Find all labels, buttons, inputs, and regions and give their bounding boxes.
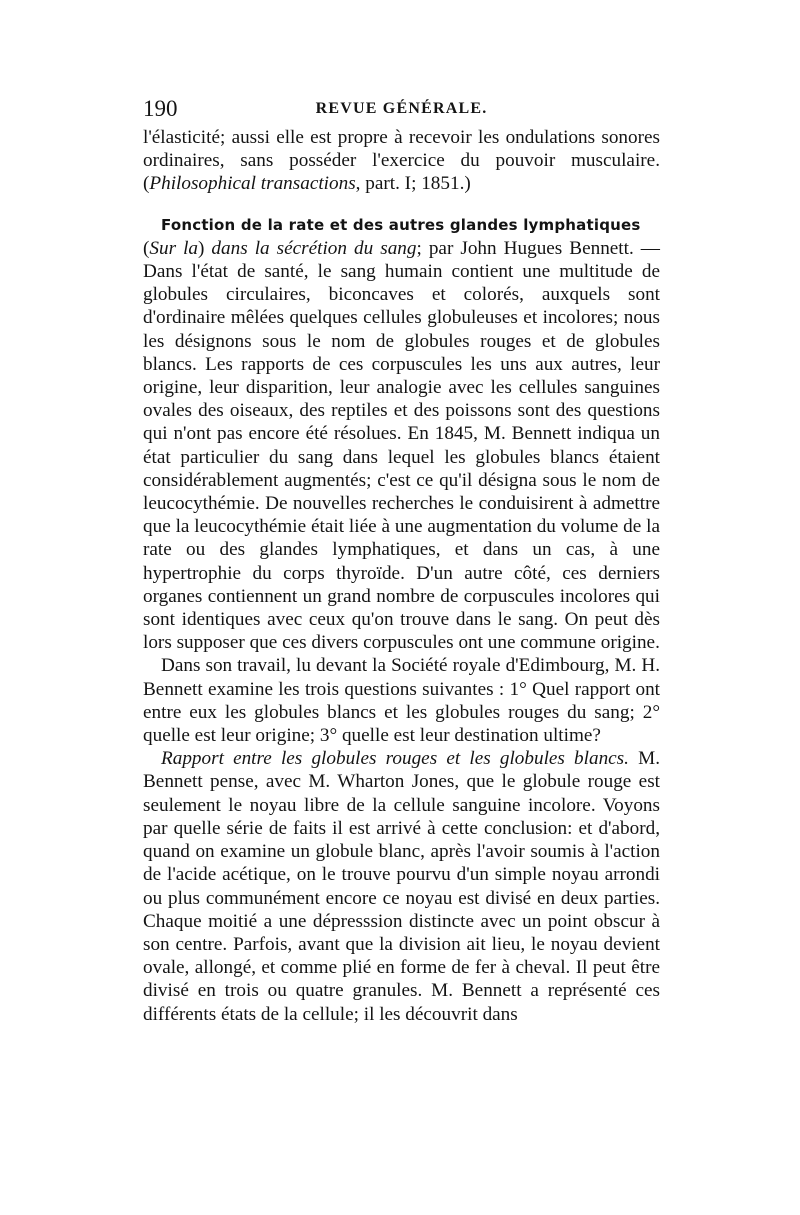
paragraph-text: , part. I; 1851.) bbox=[355, 173, 471, 195]
page-number: 190 bbox=[143, 96, 178, 121]
page-header bbox=[143, 96, 660, 126]
paragraph-continuation bbox=[143, 126, 660, 196]
italic-text: Sur la bbox=[149, 237, 198, 259]
subsection-title: Rapport entre les globules rouges et les globules blancs. bbox=[161, 748, 629, 770]
paragraph-text: M. Bennett pense, avec M. Wharton Jones, que le globule rouge est seulement le noyau libre de la cellule sanguine incolore. Voyons par quelle série de faits il est arrivé à cette conclusion: et d'abord, quand on examine un globule blanc, après l'avoir soumis à l'action de l'acide acétique, on le trouve pourvu d'un simple noyau arrondi ou plus communément encore ce noyau est divisé en deux parties. Chaque moitié a une dépresssion distincte avec un point obscur à son centre. Parfois, avant que la division ait lieu, le noyau devient ovale, allongé, et comme plié en forme de fer à cheval. Il peut être divisé en trois ou quatre granules. M. Bennett a représenté ces différents états de la cellule; il les découvrit dans bbox=[143, 748, 660, 1025]
running-title: REVUE GÉNÉRALE. bbox=[315, 100, 488, 117]
italic-text: dans la sécrétion du sang bbox=[211, 237, 417, 259]
paragraph bbox=[143, 747, 660, 1025]
section-heading: Fonction de la rate et des autres glandes lymphatiques bbox=[161, 215, 641, 234]
paragraph-text: ; par John Hugues Bennett. — Dans l'état de santé, le sang humain contient une multitude de globules circulaires, biconcaves et colorés, auxquels sont d'ordinaire mêlées quelques cellules globuleuses et incolores; nous les désignons sous le nom de globules rouges et de globules blancs. Les rapports de ces corpuscules les uns aux autres, leur origine, leur disparition, leur analogie avec les cellules sanguines ovales des oiseaux, des reptiles et des poissons sont des questions qui n'ont pas encore été résolues. En 1845, M. Bennett indiqua un état particulier du sang dans lequel les globules blancs étaient considérablement augmentés; c'est ce qu'il désigna sous le nom de leucocythémie. De nouvelles recherches le conduisirent à admettre que la leucocythémie était liée à une augmentation du volume de la rate ou des glandes lymphatiques, et dans un cas, à une hypertrophie du corps thyroïde. D'un autre côté, ces derniers organes contiennent un grand nombre de corpuscules incolores qui sont identiques avec ceux qu'on trouve dans le sang. On peut dès lors supposer que ces divers corpuscules ont une commune origine. bbox=[143, 237, 660, 654]
journal-title: Philosophical transactions bbox=[149, 173, 356, 195]
paragraph-text: ( bbox=[143, 237, 150, 259]
paragraph-section-body bbox=[143, 237, 660, 655]
paragraph-text: ) bbox=[198, 237, 212, 259]
body-text bbox=[143, 126, 660, 1026]
paragraph: Dans son travail, lu devant la Société royale d'Edimbourg, M. H. Bennett examine les trois questions suivantes : 1° Quel rapport ont entre eux les globules blancs et les globules rouges du sang; 2° quelle est leur origine; 3° quelle est leur destination ultime? bbox=[143, 655, 660, 747]
paragraph-text: l'élasticité; aussi elle est propre à recevoir les ondulations sonores ordinaires, sans posséder l'exercice du pouvoir musculaire. ( bbox=[143, 127, 660, 195]
